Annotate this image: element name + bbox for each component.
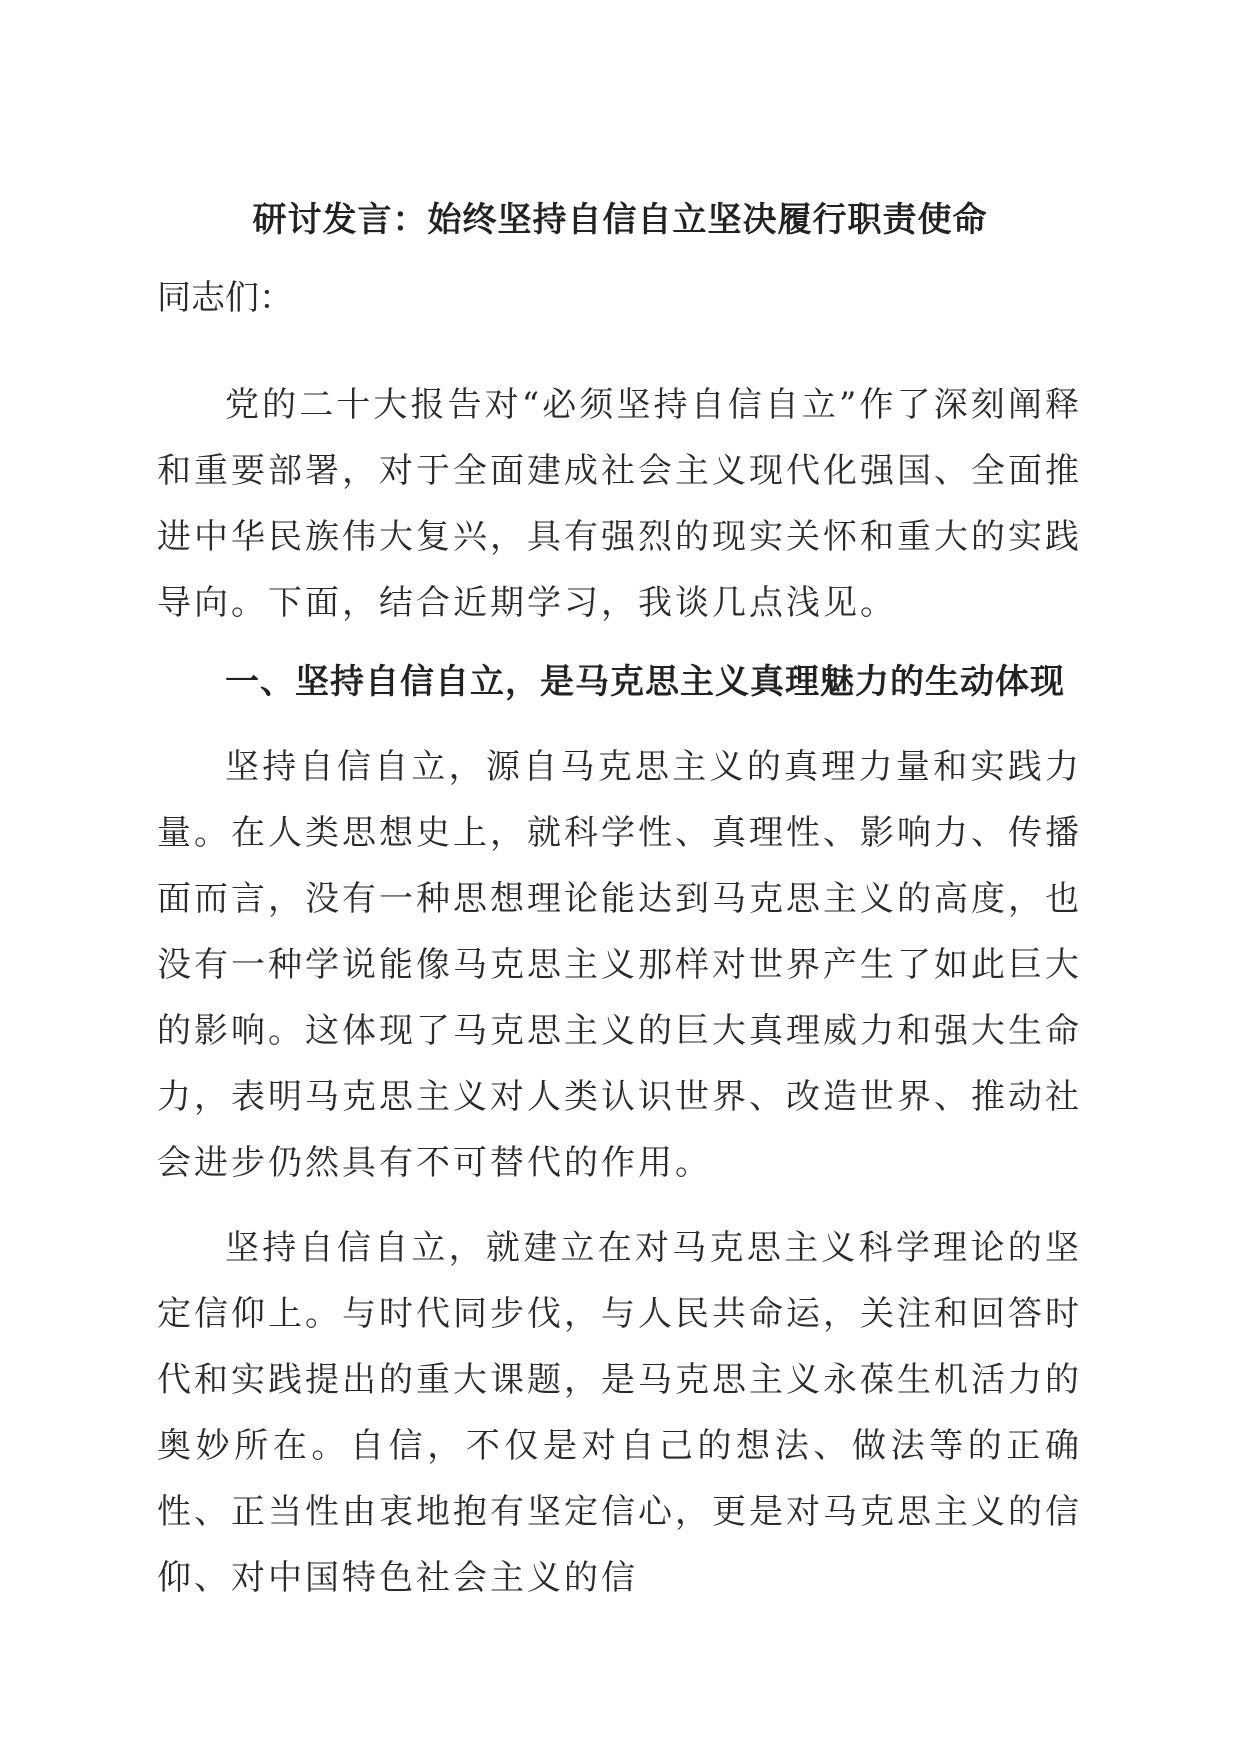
intro-paragraph: 党的二十大报告对“必须坚持自信自立”作了深刻阐释和重要部署，对于全面建成社会主义现代化强国、全面推进中华民族伟大复兴，具有强烈的现实关怀和重大的实践导向。下面，结合近期学习，我谈几点浅见。 bbox=[157, 385, 1082, 623]
document-title: 研讨发言：始终坚持自信自立坚决履行职责使命 bbox=[252, 200, 988, 240]
salutation: 同志们： bbox=[157, 278, 293, 318]
section-paragraph: 坚持自信自立，就建立在对马克思主义科学理论的坚定信仰上。与时代同步伐，与人民共命运，关注和回答时代和实践提出的重大课题，是马克思主义永葆生机活力的奥妙所在。自信，不仅是对自己的想法、做法等的正确性、正当性由衷地抱有坚定信心，更是对马克思主义的信仰、对中国特色社会主义的信 bbox=[157, 1228, 1082, 1598]
section-paragraph: 坚持自信自立，源自马克思主义的真理力量和实践力量。在人类思想史上，就科学性、真理性、影响力、传播面而言，没有一种思想理论能达到马克思主义的高度，也没有一种学说能像马克思主义那样对世界产生了如此巨大的影响。这体现了马克思主义的巨大真理威力和强大生命力，表明马克思主义对人类认识世界、改造世界、推动社会进步仍然具有不可替代的作用。 bbox=[157, 747, 1082, 1183]
section-heading: 一、坚持自信自立，是马克思主义真理魅力的生动体现 bbox=[225, 662, 1065, 702]
